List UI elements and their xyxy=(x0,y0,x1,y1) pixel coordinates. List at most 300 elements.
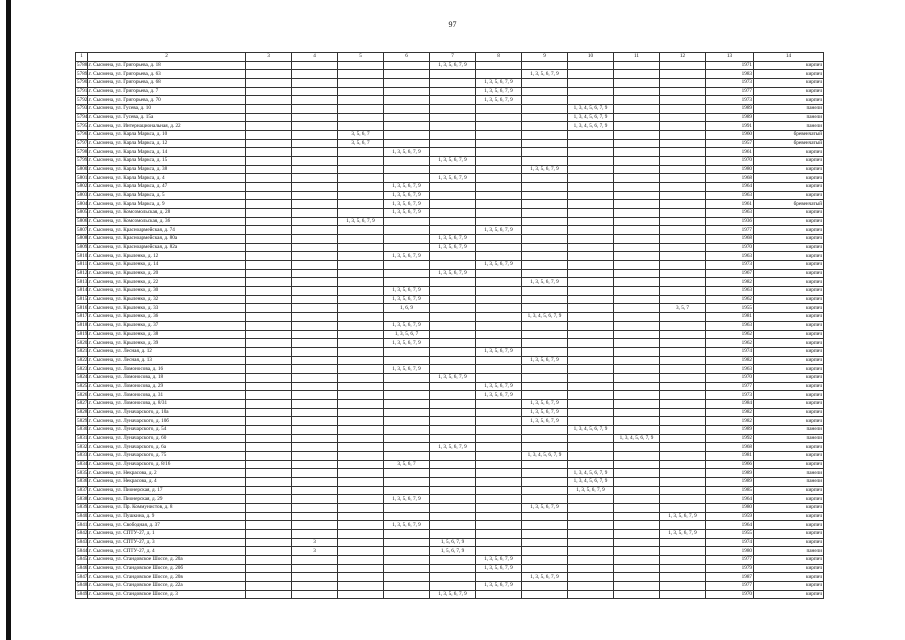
cell xyxy=(292,313,338,322)
cell xyxy=(614,469,660,478)
material-cell: кирпич xyxy=(754,183,824,192)
cell xyxy=(614,347,660,356)
cell xyxy=(522,391,568,400)
cell xyxy=(660,287,706,296)
cell xyxy=(430,122,476,131)
cell xyxy=(338,417,384,426)
cell xyxy=(292,131,338,140)
cell xyxy=(338,391,384,400)
cell xyxy=(568,512,614,521)
year-cell: 1967 xyxy=(706,269,754,278)
cell xyxy=(522,157,568,166)
cell xyxy=(614,61,660,70)
cell xyxy=(614,174,660,183)
address-cell: г. Сысмена, ул. Луначарского, д. 54 xyxy=(88,425,246,434)
work-types-cell: 1, 3, 5, 6, 7, 9 xyxy=(522,399,568,408)
year-cell: 1962 xyxy=(706,339,754,348)
cell xyxy=(338,148,384,157)
cell xyxy=(568,573,614,582)
cell xyxy=(568,287,614,296)
address-cell: г. Сысмена, ул. Интернациональная, д. 22 xyxy=(88,122,246,131)
cell xyxy=(338,469,384,478)
binding-bar xyxy=(6,0,11,640)
cell xyxy=(522,226,568,235)
cell xyxy=(430,573,476,582)
work-types-cell: 1, 3, 5, 6, 7, 9 xyxy=(660,512,706,521)
row-number: 5798. xyxy=(77,148,89,155)
year-cell: 1959 xyxy=(706,512,754,521)
cell xyxy=(338,356,384,365)
year-cell: 1963 xyxy=(706,321,754,330)
address-cell: г. Сысмена, ул. Красноармейская, д. 82а xyxy=(88,243,246,252)
row-number: 5837. xyxy=(77,486,89,493)
row-number: 5797. xyxy=(77,140,89,147)
cell xyxy=(338,79,384,88)
cell xyxy=(476,287,522,296)
cell xyxy=(292,304,338,313)
cell xyxy=(476,321,522,330)
year-cell: 1966 xyxy=(706,460,754,469)
address-cell: г. Сысмена, ул. Комсомольская, д. 36 xyxy=(88,217,246,226)
address-cell: г. Сысмена, ул. Карла Маркса, д. 9 xyxy=(88,200,246,209)
cell xyxy=(660,148,706,157)
cell xyxy=(430,131,476,140)
table-row xyxy=(76,174,824,183)
cell xyxy=(614,278,660,287)
cell xyxy=(522,521,568,530)
cell xyxy=(568,521,614,530)
work-types-cell: 1, 3, 5, 6, 7, 9 xyxy=(384,321,430,330)
cell xyxy=(338,486,384,495)
year-cell: 1957 xyxy=(706,139,754,148)
address-cell: г. Сысмена, ул. Луначарского, д. 6а xyxy=(88,443,246,452)
cell xyxy=(246,304,292,313)
material-cell: кирпич xyxy=(754,460,824,469)
table-row xyxy=(76,70,824,79)
cell xyxy=(476,512,522,521)
cell xyxy=(660,278,706,287)
cell xyxy=(660,469,706,478)
cell xyxy=(660,79,706,88)
cell xyxy=(660,96,706,105)
cell xyxy=(476,451,522,460)
column-header: 13 xyxy=(706,53,754,62)
cell xyxy=(568,261,614,270)
address-cell: г. Сысмена, ул. Крыленко, д. 39 xyxy=(88,339,246,348)
cell xyxy=(614,495,660,504)
cell xyxy=(246,287,292,296)
work-types-cell: 1, 3, 5, 6, 7 xyxy=(384,330,430,339)
cell xyxy=(384,581,430,590)
material-cell: кирпич xyxy=(754,486,824,495)
material-cell: кирпич xyxy=(754,295,824,304)
row-number: 5844. xyxy=(77,547,89,554)
table-row xyxy=(76,417,824,426)
table-row xyxy=(76,469,824,478)
cell xyxy=(292,521,338,530)
row-number: 5800. xyxy=(77,166,89,173)
material-cell: кирпич xyxy=(754,217,824,226)
cell xyxy=(476,538,522,547)
cell xyxy=(338,200,384,209)
cell xyxy=(522,365,568,374)
cell xyxy=(568,278,614,287)
cell xyxy=(292,200,338,209)
cell xyxy=(660,226,706,235)
cell xyxy=(660,581,706,590)
table-row xyxy=(76,581,824,590)
cell xyxy=(246,131,292,140)
material-cell: кирпич xyxy=(754,61,824,70)
material-cell: бревенчатый xyxy=(754,131,824,140)
row-number: 5842. xyxy=(77,530,89,537)
column-header: 3 xyxy=(246,53,292,62)
cell xyxy=(384,165,430,174)
work-types-cell: 1, 3, 5, 6, 7, 9 xyxy=(522,278,568,287)
cell xyxy=(476,105,522,114)
cell xyxy=(614,269,660,278)
work-types-cell: 1, 3, 5, 6, 7, 9 xyxy=(430,269,476,278)
cell xyxy=(568,451,614,460)
year-cell: 1981 xyxy=(706,313,754,322)
material-cell: кирпич xyxy=(754,96,824,105)
cell xyxy=(476,417,522,426)
table-row xyxy=(76,408,824,417)
row-number: 5799. xyxy=(77,157,89,164)
cell xyxy=(338,269,384,278)
work-types-cell: 1, 3, 5, 6, 7, 9 xyxy=(430,243,476,252)
row-number: 5824. xyxy=(77,374,89,381)
cell xyxy=(384,105,430,114)
cell xyxy=(476,61,522,70)
table-row xyxy=(76,200,824,209)
year-cell: 1961 xyxy=(706,148,754,157)
table-row xyxy=(76,451,824,460)
cell xyxy=(338,295,384,304)
cell xyxy=(246,425,292,434)
cell xyxy=(660,252,706,261)
cell xyxy=(384,425,430,434)
cell xyxy=(476,269,522,278)
cell xyxy=(246,122,292,131)
cell xyxy=(614,183,660,192)
cell xyxy=(292,477,338,486)
cell xyxy=(522,243,568,252)
table-row xyxy=(76,304,824,313)
table-row xyxy=(76,131,824,140)
cell xyxy=(338,226,384,235)
cell xyxy=(292,382,338,391)
cell xyxy=(384,174,430,183)
cell xyxy=(246,408,292,417)
cell xyxy=(384,590,430,599)
cell xyxy=(660,365,706,374)
cell xyxy=(246,391,292,400)
row-number: 5788. xyxy=(77,62,89,68)
cell xyxy=(292,148,338,157)
cell xyxy=(430,503,476,512)
cell xyxy=(476,243,522,252)
work-types-cell: 1, 3, 5, 6, 7, 9 xyxy=(522,408,568,417)
column-header: 12 xyxy=(660,53,706,62)
cell xyxy=(384,217,430,226)
cell xyxy=(522,209,568,218)
cell xyxy=(476,339,522,348)
table-row xyxy=(76,61,824,70)
year-cell: 1980 xyxy=(706,547,754,556)
table-row xyxy=(76,555,824,564)
cell xyxy=(292,209,338,218)
cell xyxy=(614,373,660,382)
cell xyxy=(338,434,384,443)
cell xyxy=(476,295,522,304)
cell xyxy=(568,87,614,96)
cell xyxy=(430,252,476,261)
cell xyxy=(246,339,292,348)
cell xyxy=(246,148,292,157)
cell xyxy=(246,443,292,452)
cell xyxy=(614,417,660,426)
cell xyxy=(522,547,568,556)
cell xyxy=(338,581,384,590)
cell xyxy=(614,79,660,88)
cell xyxy=(384,373,430,382)
cell xyxy=(338,330,384,339)
row-number: 5828. xyxy=(77,408,89,415)
cell xyxy=(476,503,522,512)
address-cell: г. Сысмена, ул. Пионерская, д. 29 xyxy=(88,495,246,504)
cell xyxy=(476,365,522,374)
cell xyxy=(430,451,476,460)
cell xyxy=(384,417,430,426)
cell xyxy=(246,209,292,218)
cell xyxy=(292,408,338,417)
cell xyxy=(476,425,522,434)
cell xyxy=(476,235,522,244)
material-cell: кирпич xyxy=(754,564,824,573)
cell xyxy=(476,356,522,365)
cell xyxy=(568,313,614,322)
page-number: 97 xyxy=(448,20,457,29)
cell xyxy=(384,503,430,512)
cell xyxy=(568,547,614,556)
cell xyxy=(246,295,292,304)
cell xyxy=(246,235,292,244)
work-types-cell: 1, 3, 5, 6, 7, 9 xyxy=(476,555,522,564)
year-cell: 1989 xyxy=(706,425,754,434)
work-types-cell: 3, 5, 7 xyxy=(660,304,706,313)
cell xyxy=(430,96,476,105)
table-row xyxy=(76,339,824,348)
material-cell: кирпич xyxy=(754,521,824,530)
material-cell: кирпич xyxy=(754,330,824,339)
table-row xyxy=(76,365,824,374)
cell xyxy=(246,174,292,183)
work-types-cell: 1, 3, 5, 6, 7, 9 xyxy=(522,165,568,174)
table-row xyxy=(76,399,824,408)
cell xyxy=(568,365,614,374)
cell xyxy=(614,287,660,296)
cell xyxy=(660,460,706,469)
cell xyxy=(246,252,292,261)
cell xyxy=(430,304,476,313)
cell xyxy=(522,373,568,382)
year-cell: 1971 xyxy=(706,61,754,70)
cell xyxy=(384,555,430,564)
material-cell: панели xyxy=(754,122,824,131)
cell xyxy=(338,547,384,556)
cell xyxy=(614,105,660,114)
address-cell: г. Сысмена, ул. Стандовское Шоссе, д. 20а xyxy=(88,555,246,564)
work-types-cell: 1, 3, 5, 6, 7, 9 xyxy=(522,356,568,365)
cell xyxy=(246,278,292,287)
column-header: 11 xyxy=(614,53,660,62)
work-types-cell: 1, 3, 5, 6, 7, 9 xyxy=(476,87,522,96)
cell xyxy=(338,209,384,218)
row-number: 5827. xyxy=(77,400,89,407)
row-number: 5831. xyxy=(77,434,89,441)
cell xyxy=(246,477,292,486)
material-cell: кирпич xyxy=(754,79,824,88)
cell xyxy=(338,321,384,330)
cell xyxy=(568,209,614,218)
cell xyxy=(614,555,660,564)
cell xyxy=(614,295,660,304)
cell xyxy=(522,87,568,96)
address-cell: г. Сысмена, ул. Крыленко, д. 14 xyxy=(88,261,246,270)
cell xyxy=(614,313,660,322)
cell xyxy=(292,330,338,339)
row-number: 5807. xyxy=(77,226,89,233)
table-row xyxy=(76,217,824,226)
year-cell: 1963 xyxy=(706,209,754,218)
table-row xyxy=(76,252,824,261)
material-cell: кирпич xyxy=(754,87,824,96)
cell xyxy=(430,391,476,400)
cell xyxy=(430,70,476,79)
cell xyxy=(246,382,292,391)
cell xyxy=(660,434,706,443)
work-types-cell: 1, 3, 5, 6, 7, 9 xyxy=(384,339,430,348)
cell xyxy=(292,373,338,382)
cell xyxy=(292,529,338,538)
year-cell: 1984 xyxy=(706,399,754,408)
row-number: 5813. xyxy=(77,278,89,285)
cell xyxy=(522,477,568,486)
row-number: 5793. xyxy=(77,105,89,112)
table-row xyxy=(76,477,824,486)
cell xyxy=(476,113,522,122)
cell xyxy=(660,157,706,166)
cell xyxy=(522,148,568,157)
year-cell: 1963 xyxy=(706,191,754,200)
cell xyxy=(430,200,476,209)
cell xyxy=(384,313,430,322)
cell xyxy=(430,287,476,296)
work-types-cell: 1, 3, 5, 6, 7, 9 xyxy=(384,521,430,530)
table-row xyxy=(76,443,824,452)
cell xyxy=(614,209,660,218)
year-cell: 1963 xyxy=(706,252,754,261)
address-cell: г. Сысмена, ул. Григорьева, д. 68 xyxy=(88,79,246,88)
cell xyxy=(246,165,292,174)
cell xyxy=(430,113,476,122)
cell xyxy=(660,538,706,547)
cell xyxy=(660,330,706,339)
cell xyxy=(338,87,384,96)
cell xyxy=(660,217,706,226)
year-cell: 1981 xyxy=(706,451,754,460)
address-cell: г. Сысмена, ул. Комсомольская, д. 28 xyxy=(88,209,246,218)
year-cell: 1964 xyxy=(706,495,754,504)
cell xyxy=(384,235,430,244)
cell xyxy=(568,321,614,330)
cell xyxy=(292,96,338,105)
cell xyxy=(568,70,614,79)
cell xyxy=(430,581,476,590)
cell xyxy=(384,139,430,148)
cell xyxy=(292,278,338,287)
year-cell: 1968 xyxy=(706,174,754,183)
table-row xyxy=(76,529,824,538)
row-number: 5830. xyxy=(77,426,89,433)
cell xyxy=(246,113,292,122)
cell xyxy=(292,287,338,296)
cell xyxy=(568,139,614,148)
row-number: 5843. xyxy=(77,538,89,545)
material-cell: панели xyxy=(754,113,824,122)
column-header: 9 xyxy=(522,53,568,62)
cell xyxy=(522,235,568,244)
cell xyxy=(338,191,384,200)
cell xyxy=(338,113,384,122)
table-row xyxy=(76,503,824,512)
cell xyxy=(430,191,476,200)
row-number: 5810. xyxy=(77,252,89,259)
cell xyxy=(660,209,706,218)
row-number: 5832. xyxy=(77,443,89,450)
cell xyxy=(614,521,660,530)
year-cell: 1962 xyxy=(706,295,754,304)
work-types-cell: 1, 3, 5, 6, 7, 9 xyxy=(384,148,430,157)
address-cell: г. Сысмена, ул. Стандовское Шоссе, д. 22а xyxy=(88,581,246,590)
register-body xyxy=(76,53,824,599)
cell xyxy=(338,287,384,296)
table-row xyxy=(76,226,824,235)
cell xyxy=(522,443,568,452)
work-types-cell: 1, 3, 5, 6, 7, 9 xyxy=(384,295,430,304)
cell xyxy=(430,321,476,330)
row-number: 5846. xyxy=(77,564,89,571)
work-types-cell: 1, 3, 5, 6, 7, 9 xyxy=(430,590,476,599)
cell xyxy=(430,148,476,157)
year-cell: 1977 xyxy=(706,382,754,391)
address-cell: г. Сысмена, ул. Григорьева, д. 7 xyxy=(88,87,246,96)
cell xyxy=(292,165,338,174)
cell xyxy=(614,581,660,590)
material-cell: кирпич xyxy=(754,590,824,599)
cell xyxy=(660,139,706,148)
cell xyxy=(522,287,568,296)
cell xyxy=(614,512,660,521)
cell xyxy=(292,399,338,408)
address-cell: г. Сысмена, ул. Некрасова, д. 2 xyxy=(88,469,246,478)
row-number: 5825. xyxy=(77,382,89,389)
table-row xyxy=(76,521,824,530)
cell xyxy=(384,278,430,287)
cell xyxy=(384,391,430,400)
cell xyxy=(568,443,614,452)
